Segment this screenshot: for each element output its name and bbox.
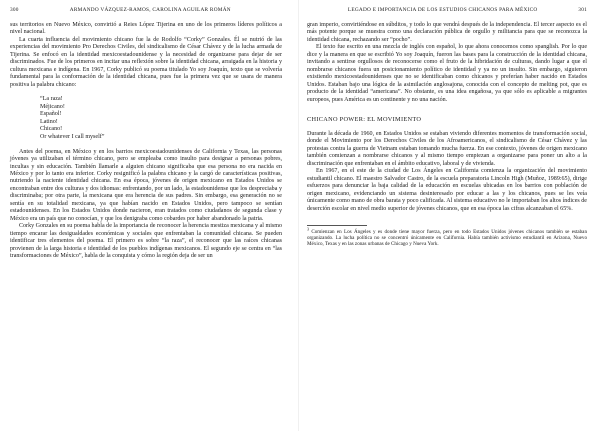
right-paragraph: En 1967, en el este de la ciudad de Los Ángeles en California comienza la organización del movimiento estudiantil chicano. El maestro Salvador Castro, de la escuela preparatoria Lincoln High (Muñoz, 1989:65), dirige esfuerzos para denunciar la baja calidad de la educación en escuelas ubicadas en los barrios con población de origen mexicano, evidenciando un sistema desinteresado por educar a las y los chicanos, pues se les veía únicamente como mano de obra barata y poco calificada. Al sistema educativo no le importaban los altos índices de deserción escolar en nivel medio superior de jóvenes chicanos, que en esa época las cifras alcanzaban el 65%.: [307, 168, 587, 212]
left-paragraph: sus territorios en Nuevo México, convirtió a Reies López Tijerina en uno de los primeros líderes políticos a nivel nacional.: [10, 22, 282, 36]
left-paragraph: La cuarta influencia del movimiento chicano fue la de Rodolfo “Corky” Gonzales. Él se nutrió de las experiencias del movimiento Pro Derechos Civiles, del sindicalismo de César Chávez y de la lucha armada de Tijerina. Se enfocó en la identidad mexicoestadounidense y la necesidad de organizarse para dejar de ser discriminados. Fue de los primeros en incitar una reflexión sobre la identidad chicana, arraigada en la historia y cultura mexicana e indígena. En 1967, Corky publicó su poema titulado Yo soy Joaquín, texto que se volvería fundamental para la conformación de la identidad chicana, pues fue la primera vez que se usara de manera positiva la palabra chicano:: [10, 36, 282, 88]
poem-line: Méjicano!: [40, 103, 65, 110]
footnote-marker: 3: [307, 226, 309, 232]
right-paragraph: El texto fue escrito en una mezcla de inglés con español, lo que ahora conocemos como spanglish. Por lo que dice y la manera en que se escribió Yo soy Joaquín, fueron las bases para la construcción de la identidad chicana, invitando a sentirse orgullosos de reconocerse como el fruto de la hibridación de culturas, dando lugar a que el nombrarse chicanos fuera un posicionamiento político de identidad y ya no un insulto. Sin embargo, siguieron existiendo mexicoestadounidenses que no se identificaban como chicanos y preferían haber nacido en Estados Unidos. Estaban bajo una lógica de la asimilación anglosajona, conocida con el concepto de melting pot, que es producto de la identidad “americana”. No obstante, es una idea engañosa, ya que sólo es aplicable a migrantes europeos, pues América es un continente y no una nación.: [307, 44, 587, 103]
poem-line: Latino!: [40, 118, 58, 125]
poem-line: Or whatever I call myself”: [40, 134, 105, 141]
left-running-head: ARMANDO VÁZQUEZ-RAMOS, CAROLINA AGUILAR ROMÁN: [69, 7, 231, 13]
left-page-header: [10, 5, 282, 16]
section-heading: CHICANO POWER: EL MOVIMIENTO: [307, 115, 422, 123]
footnote-rule: [307, 225, 367, 226]
page-gutter: [298, 0, 299, 431]
footnote-text: Comienzan en Los Ángeles y es donde tiene mayor fuerza, pero en todo Estados Unidos jóvenes chicanos también se estaban organizando. La lucha política no se concentró únicamente en California. Había también activismo estudiantil en Arizona, Nuevo México, Texas y en las zonas urbanas de Chicago y Nueva York.: [307, 228, 587, 248]
left-page-number: 300: [10, 7, 19, 13]
right-page: [303, 0, 593, 431]
right-paragraph: gran imperio, convirtiéndose en súbditos, y todo lo que vendrá después de la independencia. El tercer aspecto es el más potente porque se muestra como una declaración pública de orgullo y militancia para que se reconozca la identidad chicana, rechazando ser “pocho”.: [307, 22, 587, 43]
left-paragraph: Corky Gonzales en su poema habla de la importancia de reconocer la herencia mestiza mexicana y al mismo tiempo encarar las desigualdades económicas y sociales que enfrentaban la comunidad chicana. Se pueden identificar tres elementos del poema. El primero es sobre “la raza”, el reconocer que las raíces chicanas provienen de la larga historia e identidad de los pueblos indígenas mexicanos. El segundo eje se centra en “las transformaciones de México”, habla de la conquista y cómo la región deja de ser un: [10, 223, 282, 259]
poem-line: “La raza!: [40, 96, 63, 103]
right-page-number: 301: [578, 7, 587, 13]
right-running-head: LEGADO E IMPORTANCIA DE LOS ESTUDIOS CHICANOS PARA MÉXICO: [347, 7, 538, 13]
left-paragraph: Antes del poema, en México y en los barrios mexicoestadounidenses de California y Texas, las personas jóvenes ya utilizaban el término chicano, pero se empleaba como insulto para designar a personas pobres, incultas y sin educación. También llamarle a alguien chicano significaba que esa persona no era nacida en México y por lo tanto era inferior. Corky resignificó la palabra chicano y la cargó de características positivas, nutriendo la naciente identidad chicana. En esa época, jóvenes de origen mexicano en Estados Unidos se encontraban entre dos culturas y dos idiomas: enfrentando, por un lado, la estadounidense que los despreciaba y discriminaba; por otra parte, la mexicana que era herencia de sus padres. Sin embargo, esa generación no se sentía en su totalidad mexicana, ya que habían nacido en Estados Unidos, pero tampoco se sentían estadounidenses. En los Estados Unidos donde nacieron, eran tratados como ciudadanos de segunda clase y México era un país que no conocían, y que los denigraba como cobardes por haber abandonado la patria.: [10, 148, 282, 222]
right-paragraph: Durante la década de 1960, en Estados Unidos se estaban viviendo diferentes momentos de transformación social, donde el Movimiento por los Derechos Civiles de los Afroamericanos, el sindicalismo de César Chávez y las protestas contra la guerra de Vietnam estaban tomando mucha fuerza. En ese contexto, jóvenes de origen mexicano también comienzan a nombrarse chicanos y al mismo tiempo empiezan a organizarse para poner un alto a la discriminación que enfrentaban en el ámbito educativo, laboral y de vivienda.: [307, 130, 587, 167]
right-page-header: [307, 5, 587, 16]
footnote: [307, 226, 587, 248]
poem-line: Español!: [40, 111, 62, 118]
left-page: [0, 0, 290, 431]
poem-line: Chicano!: [40, 126, 63, 133]
poem-quote: [40, 96, 282, 142]
